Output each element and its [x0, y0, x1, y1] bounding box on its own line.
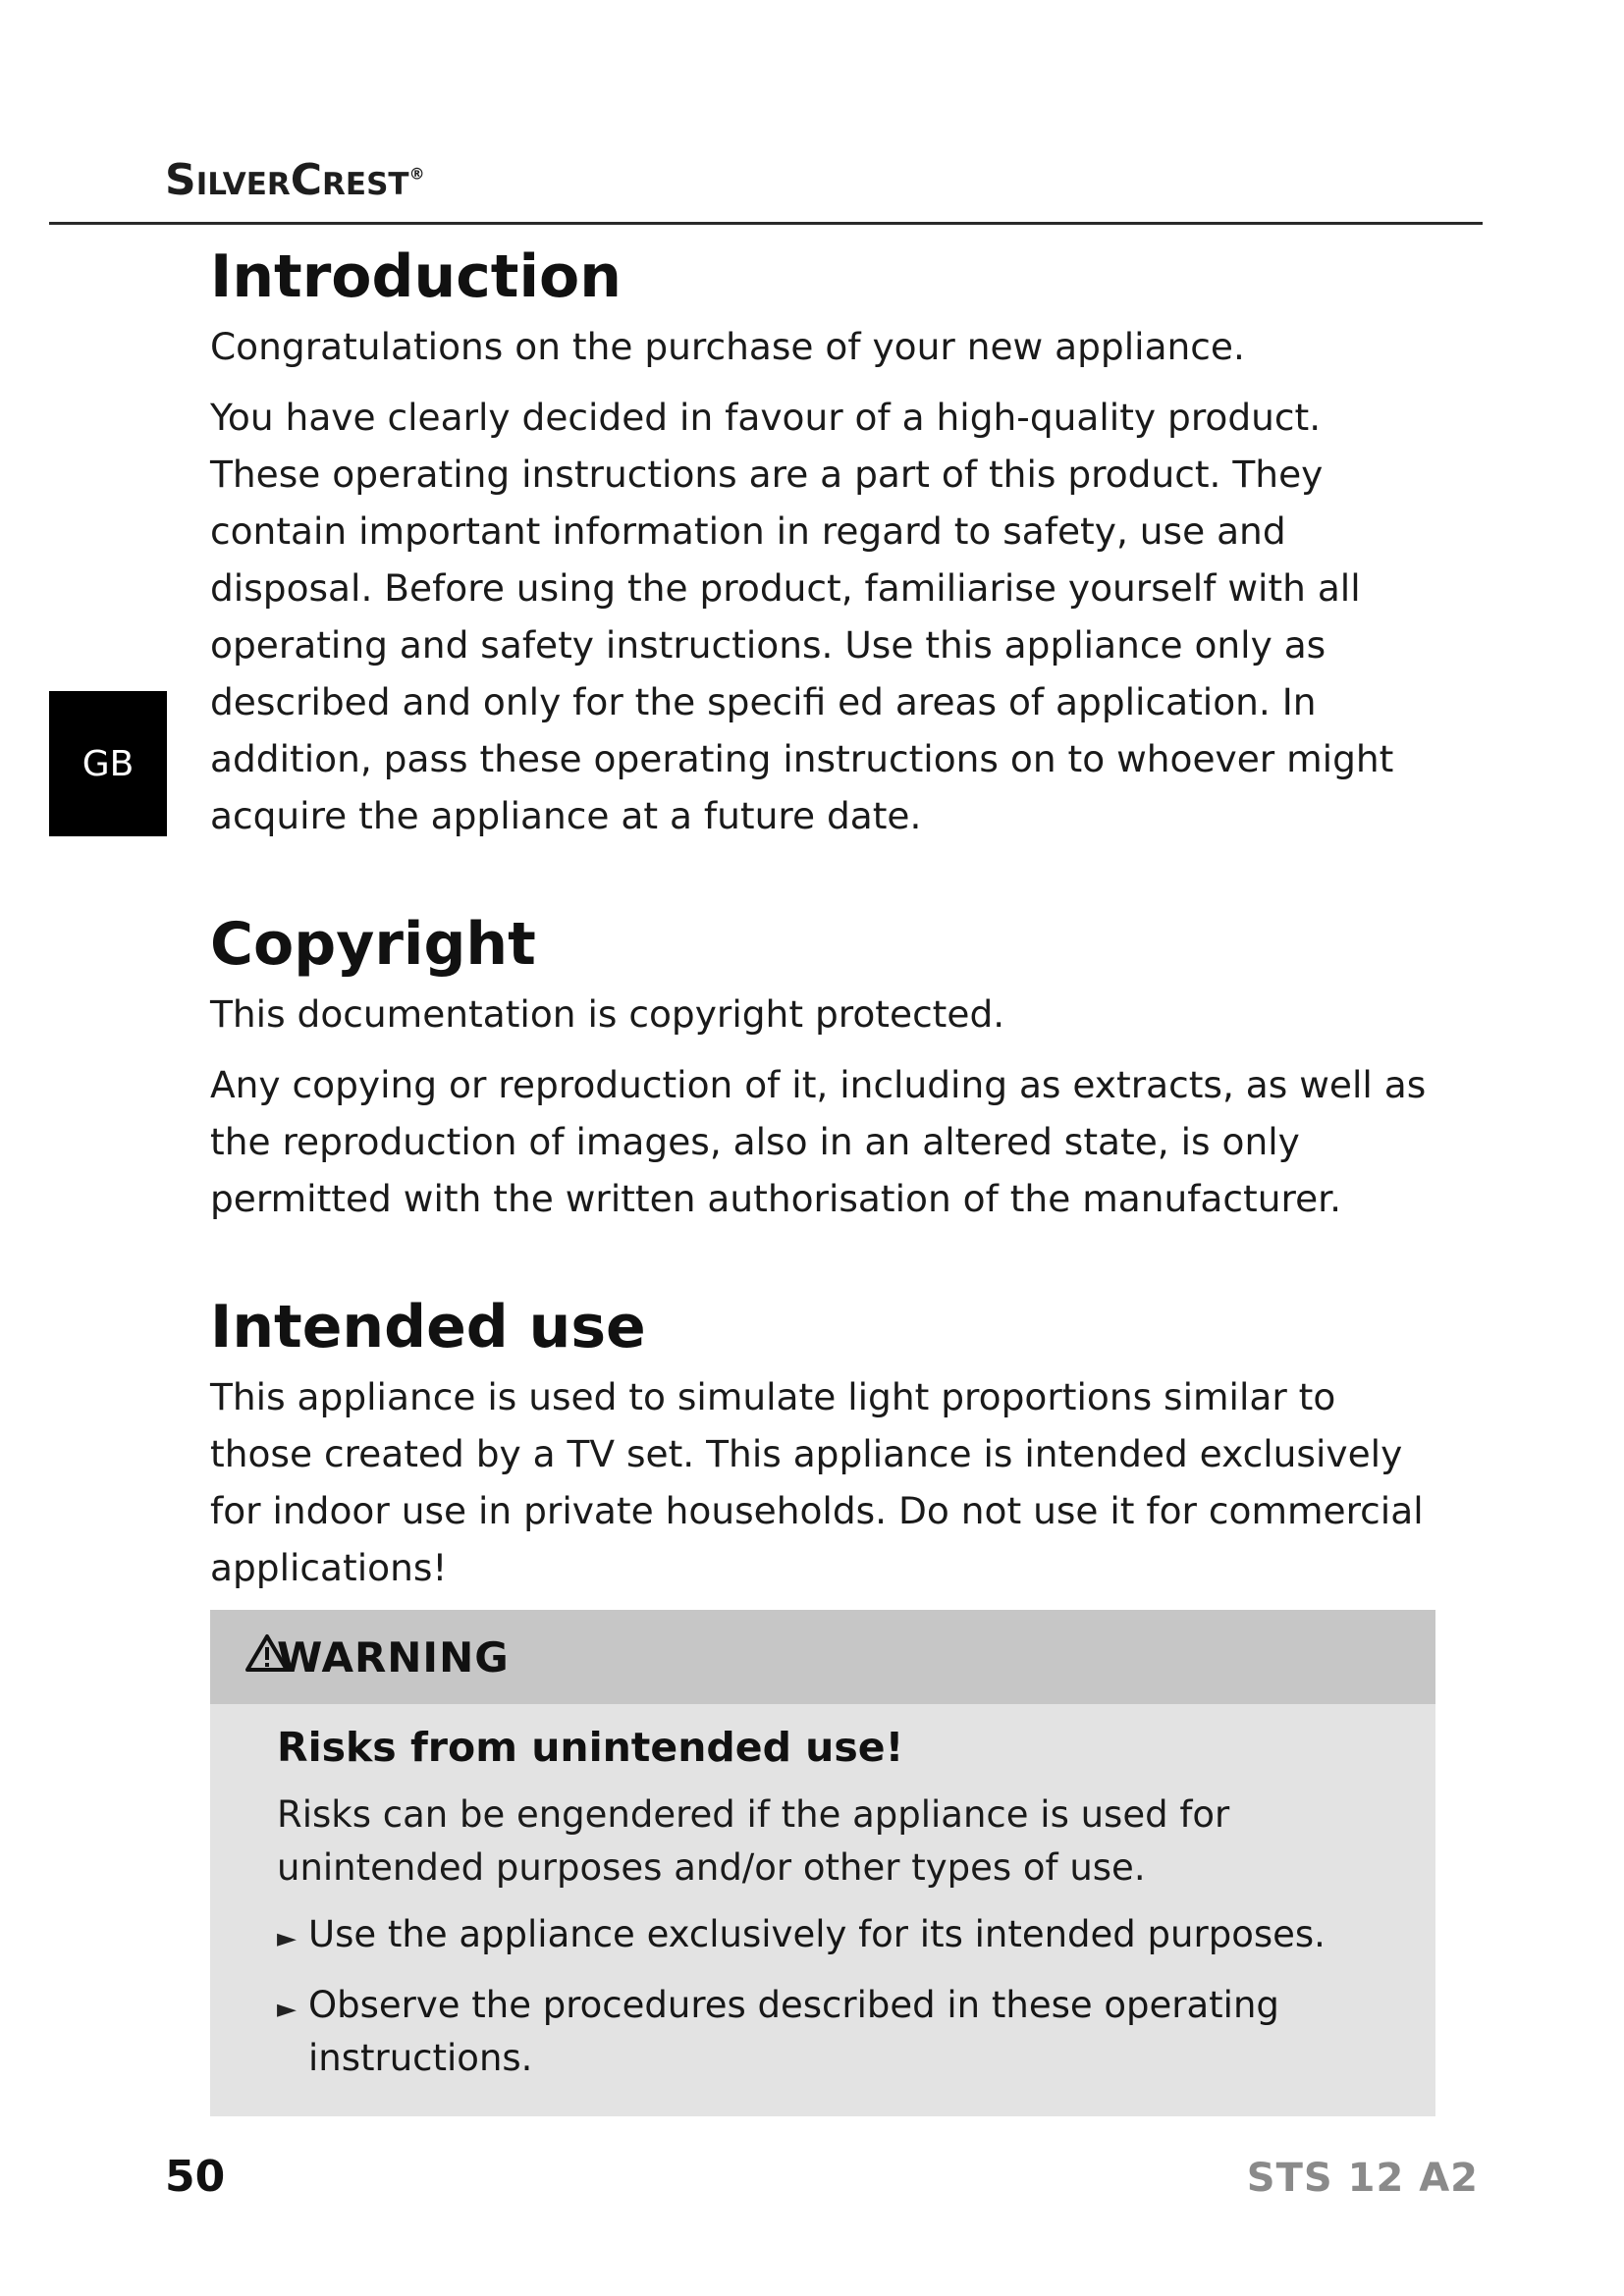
copyright-paragraph-1: This documentation is copyright protected.: [210, 992, 1005, 1036]
warning-body: [210, 1704, 1435, 2116]
warning-bullet-text: Use the appliance exclusively for its intended purposes.: [308, 1913, 1326, 1955]
introduction-paragraph-2: You have clearly decided in favour of a high-quality product. These operating instructions are a part of this product. They contain important information in regard to safety, use and disposal. Before using the product, familiarise yourself with all operating and safety instructions. Use this appliance only as described and only for the specifi ed areas of application. In addition, pass these operating instructions on to whoever might acquire the appliance at a future date.: [210, 396, 1394, 837]
copyright-paragraph-2: Any copying or reproduction of it, including as extracts, as well as the reproduction of images, also in an altered state, is only permitted with the written authorisation of the manufacturer.: [210, 1063, 1427, 1220]
registered-mark: ®: [408, 164, 425, 184]
warning-bullet: [277, 1908, 1396, 1965]
copyright-section: [210, 903, 1437, 1227]
intended-use-paragraph-1: This appliance is used to simulate light proportions similar to those created by a TV set. This appliance is intended exclusively for indoor use in private households. Do not use it for commercial applications!: [210, 1375, 1424, 1589]
page-number: 50: [165, 2152, 226, 2202]
warning-bullet: [277, 1979, 1396, 2085]
warning-header: [210, 1610, 1435, 1704]
warning-title: Risks from unintended use!: [277, 1724, 904, 1771]
introduction-heading: Introduction: [210, 242, 622, 311]
page-content: [210, 236, 1437, 2116]
intended-use-section: [210, 1286, 1437, 1596]
intended-use-heading: Intended use: [210, 1293, 646, 1362]
bullet-arrow-icon: ►: [277, 1995, 297, 2024]
brand-name: SilverCrest: [165, 155, 409, 205]
warning-bullet-text: Observe the procedures described in these operating instructions.: [308, 1984, 1279, 2079]
language-label: GB: [81, 743, 135, 784]
header-divider: [49, 222, 1483, 225]
warning-triangle-icon: [245, 1633, 289, 1673]
introduction-section: [210, 236, 1437, 844]
warning-box: [210, 1610, 1435, 2116]
model-number: STS 12 A2: [1246, 2156, 1479, 2201]
copyright-heading: Copyright: [210, 910, 536, 979]
introduction-paragraph-1: Congratulations on the purchase of your new appliance.: [210, 325, 1245, 368]
warning-label: WARNING: [277, 1632, 510, 1682]
language-tab: [49, 691, 167, 836]
warning-text: Risks can be engendered if the appliance is used for unintended purposes and/or other types of use.: [277, 1793, 1230, 1889]
bullet-arrow-icon: ►: [277, 1924, 297, 1953]
brand-logo: [165, 155, 425, 205]
